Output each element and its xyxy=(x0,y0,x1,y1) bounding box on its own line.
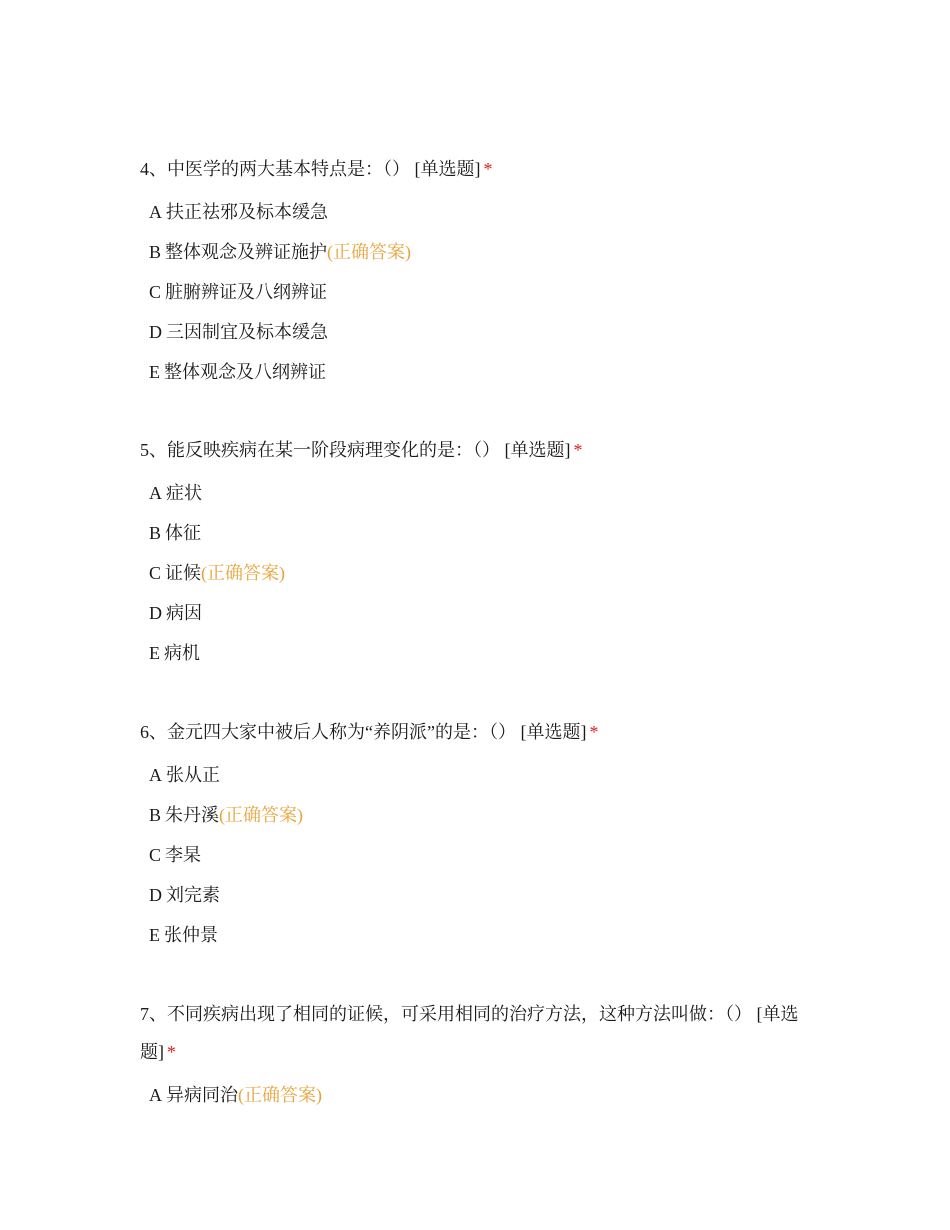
option-a[interactable] xyxy=(149,473,800,513)
question-text: 5、能反映疾病在某一阶段病理变化的是：（） xyxy=(140,440,500,460)
option-a[interactable] xyxy=(149,192,800,232)
option-e[interactable] xyxy=(149,915,800,955)
option-text: 整体观念及八纲辨证 xyxy=(164,362,326,382)
question-type-tag: [单选题] xyxy=(504,440,571,460)
option-text: 脏腑辨证及八纲辨证 xyxy=(165,282,328,302)
option-c[interactable] xyxy=(149,553,800,593)
option-text: 病因 xyxy=(166,603,202,623)
option-list xyxy=(149,473,800,673)
option-d[interactable] xyxy=(149,312,800,352)
option-letter: C xyxy=(149,845,162,865)
option-letter: E xyxy=(149,643,160,663)
option-letter: D xyxy=(149,322,162,342)
question-4 xyxy=(140,150,800,392)
correct-answer-mark: (正确答案) xyxy=(201,563,286,583)
option-text: 刘完素 xyxy=(166,885,220,905)
option-text: 李杲 xyxy=(165,845,202,865)
correct-answer-mark: (正确答案) xyxy=(238,1085,322,1105)
question-6 xyxy=(140,713,800,955)
correct-answer-mark: (正确答案) xyxy=(327,242,412,262)
option-letter: B xyxy=(149,242,162,262)
question-title xyxy=(140,431,800,469)
question-title xyxy=(140,713,800,751)
option-e[interactable] xyxy=(149,633,800,673)
option-letter: A xyxy=(149,1085,162,1105)
option-letter: E xyxy=(149,362,160,382)
option-text: 症状 xyxy=(166,483,202,503)
question-title xyxy=(140,150,800,188)
option-letter: C xyxy=(149,282,162,302)
question-text: 6、金元四大家中被后人称为“养阴派”的是：（） xyxy=(140,722,516,742)
option-letter: B xyxy=(149,523,162,543)
option-b[interactable] xyxy=(149,513,800,553)
option-c[interactable] xyxy=(149,835,800,875)
option-d[interactable] xyxy=(149,875,800,915)
option-text: 张从正 xyxy=(166,765,220,785)
option-text: 证候 xyxy=(165,563,202,583)
option-c[interactable] xyxy=(149,272,800,312)
option-text: 张仲景 xyxy=(164,925,218,945)
option-text: 朱丹溪 xyxy=(165,805,220,825)
question-title xyxy=(140,995,800,1071)
option-b[interactable] xyxy=(149,795,800,835)
question-text: 4、中医学的两大基本特点是：（） xyxy=(140,159,410,179)
question-5 xyxy=(140,431,800,673)
option-a[interactable] xyxy=(149,1075,800,1115)
option-text: 异病同治 xyxy=(166,1085,238,1105)
option-text: 体征 xyxy=(165,523,202,543)
option-text: 扶正祛邪及标本缓急 xyxy=(166,202,328,222)
option-letter: B xyxy=(149,805,162,825)
option-list xyxy=(149,192,800,392)
question-type-tag: [单选题] xyxy=(520,722,587,742)
option-e[interactable] xyxy=(149,352,800,392)
question-7 xyxy=(140,995,800,1115)
option-list xyxy=(149,755,800,955)
option-letter: D xyxy=(149,885,162,905)
option-list xyxy=(149,1075,800,1115)
required-asterisk: * xyxy=(167,1042,176,1062)
option-letter: A xyxy=(149,765,162,785)
question-text: 7、不同疾病出现了相同的证候，可采用相同的治疗方法，这种方法叫做：（） xyxy=(140,1004,752,1024)
question-type-tag: [单选题] xyxy=(140,1004,799,1062)
option-letter: E xyxy=(149,925,160,945)
required-asterisk: * xyxy=(589,722,599,742)
option-b[interactable] xyxy=(149,232,800,272)
option-letter: D xyxy=(149,603,162,623)
option-letter: A xyxy=(149,483,162,503)
required-asterisk: * xyxy=(483,159,493,179)
question-type-tag: [单选题] xyxy=(414,159,481,179)
option-text: 整体观念及辨证施护 xyxy=(165,242,328,262)
option-letter: C xyxy=(149,563,162,583)
option-letter: A xyxy=(149,202,162,222)
option-a[interactable] xyxy=(149,755,800,795)
required-asterisk: * xyxy=(573,440,583,460)
correct-answer-mark: (正确答案) xyxy=(219,805,304,825)
option-d[interactable] xyxy=(149,593,800,633)
option-text: 三因制宜及标本缓急 xyxy=(166,322,328,342)
option-text: 病机 xyxy=(164,643,200,663)
